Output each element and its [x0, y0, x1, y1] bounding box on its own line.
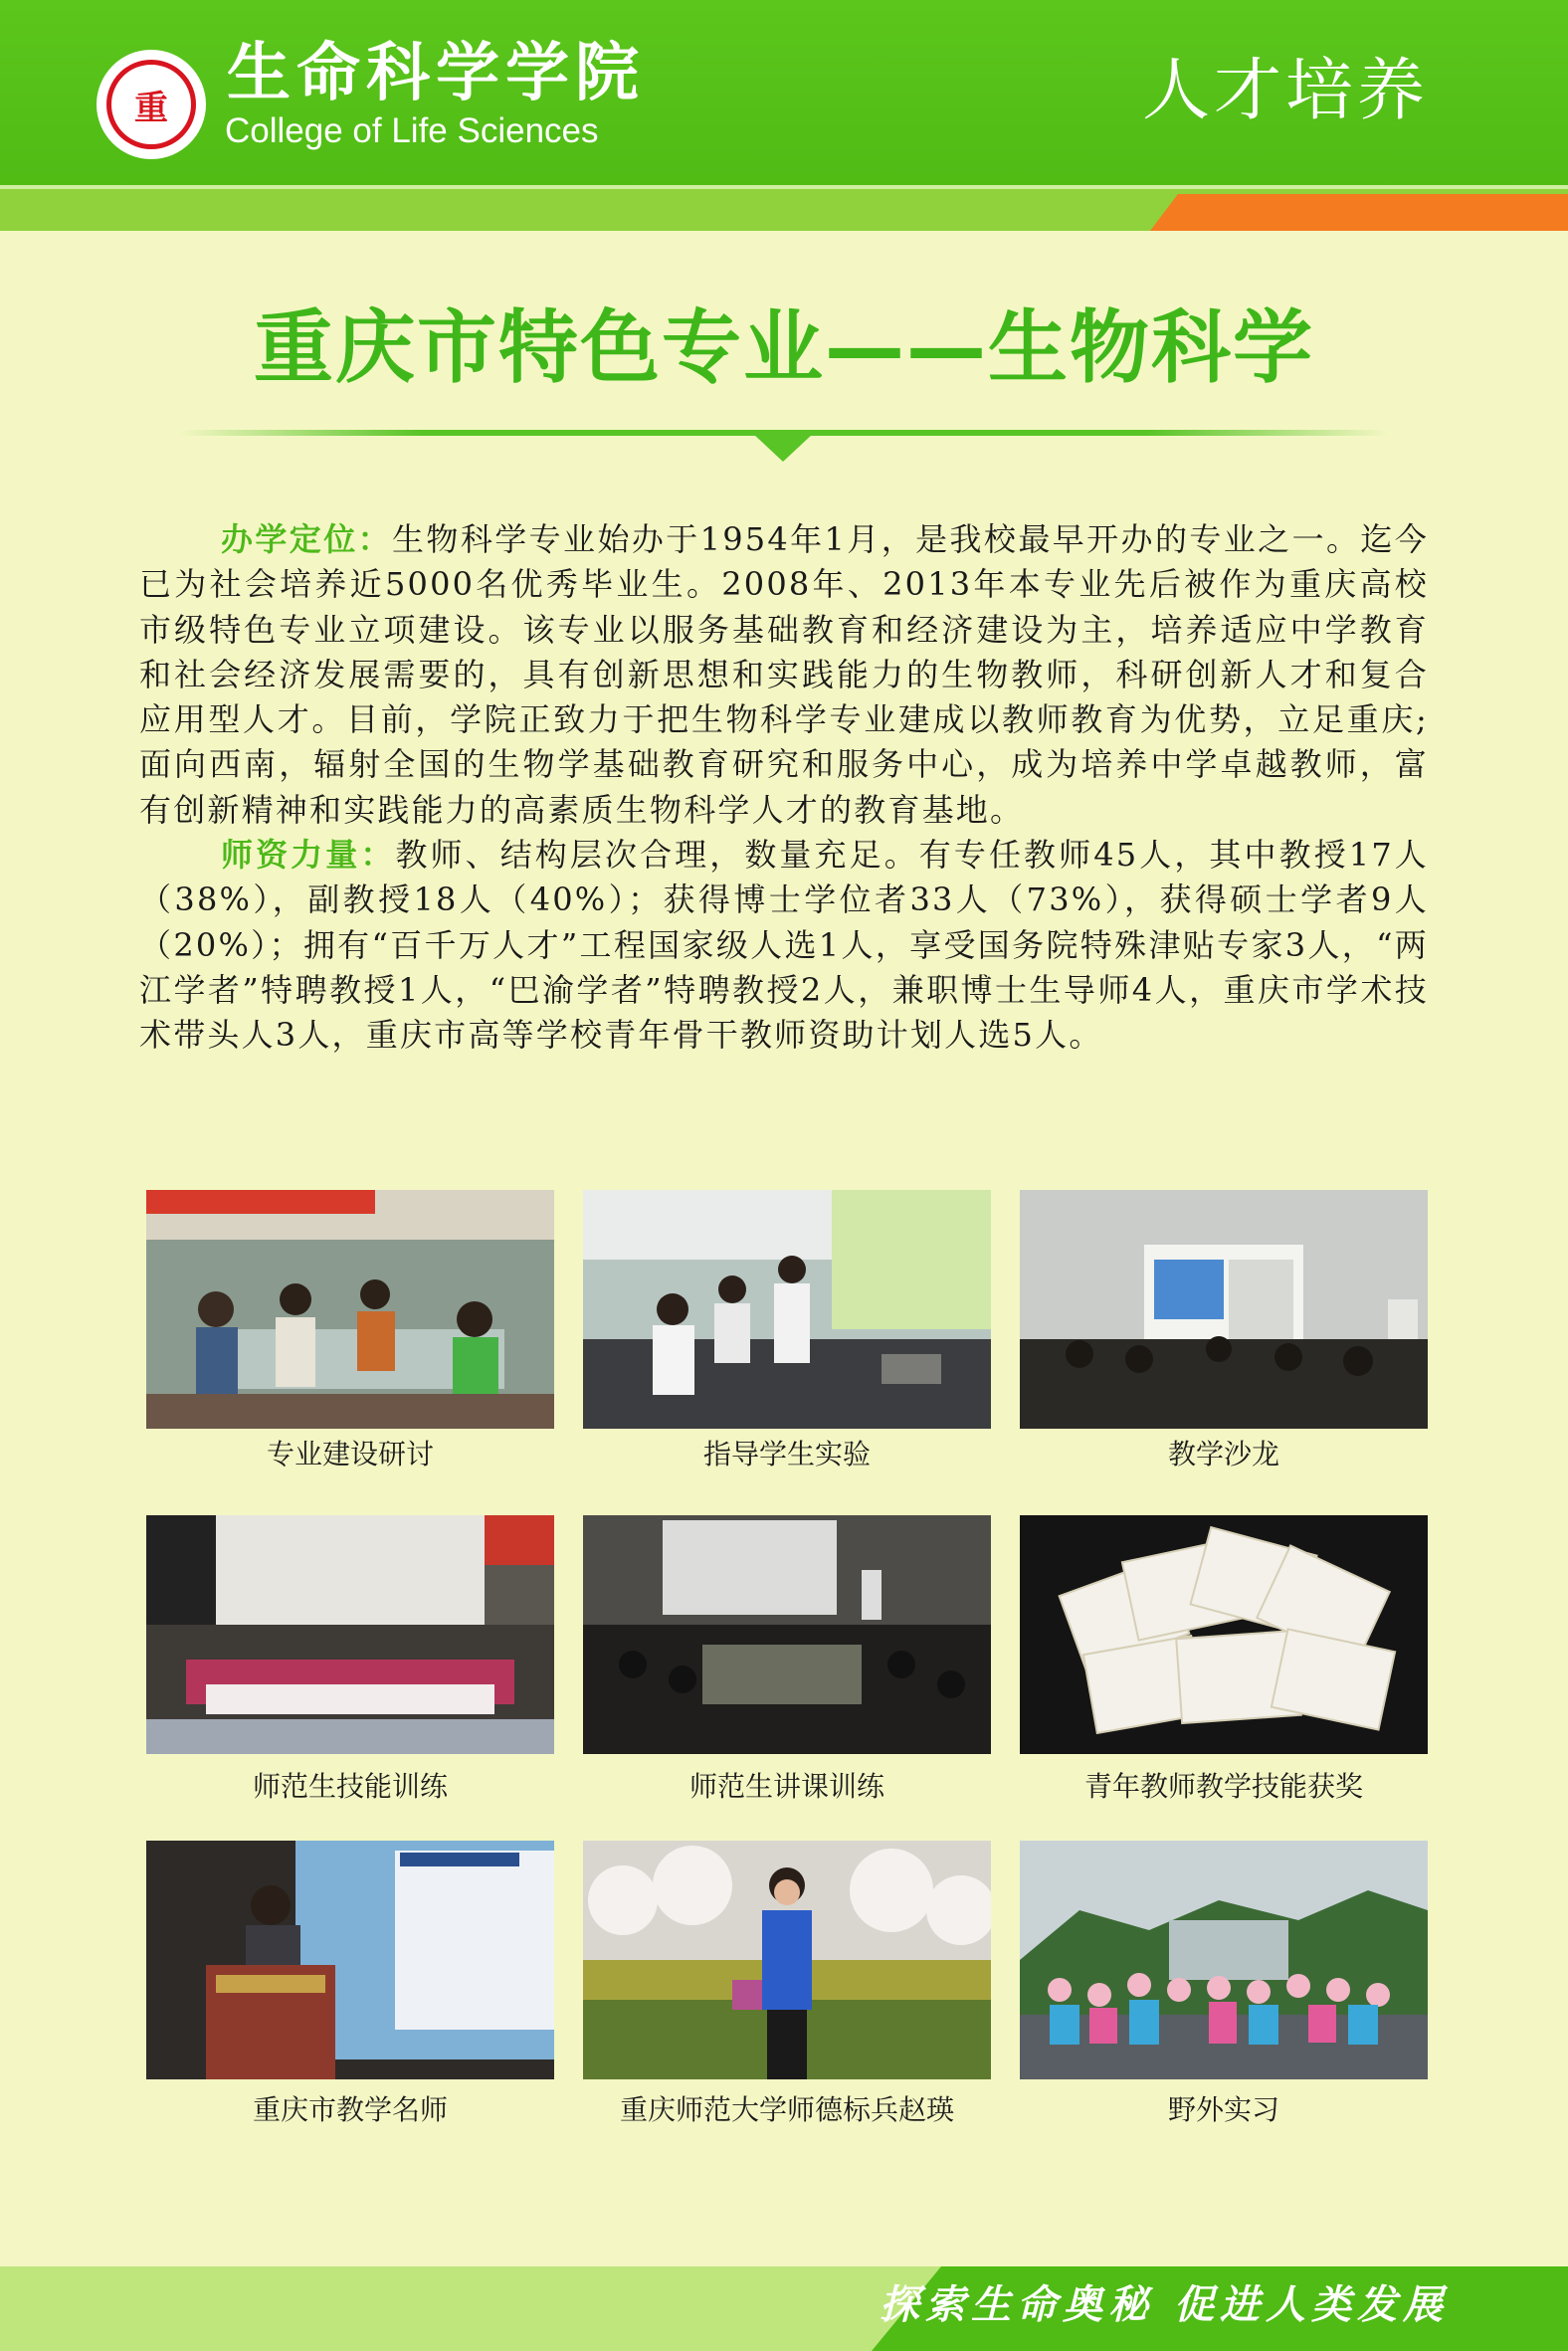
paragraph-label: 师资力量：: [221, 836, 396, 875]
college-name-cn: 生命科学学院: [227, 36, 645, 110]
photo-caption: 重庆市教学名师: [252, 2093, 448, 2126]
section-title: 人才培养: [1141, 52, 1429, 130]
photo-salon: [1020, 1190, 1428, 1429]
photo-caption: 教学沙龙: [1167, 1438, 1279, 1470]
footer-slogan: 探索生命奥秘 促进人类发展: [880, 2281, 1449, 2328]
header-orange-accent: [1150, 194, 1568, 231]
photo-caption: 师范生讲课训练: [688, 1770, 884, 1803]
university-logo: [97, 50, 206, 159]
paragraph-text: 教师、结构层次合理，数量充足。有专任教师45人，其中教授17人（38%），副教授18人（40%）；获得博士学位者33人（73%），获得硕士学者9人（20%）；拥有“百千万人才”工程国家级人选1人，享受国务院特殊津贴专家3人，“两江学者”特聘教授1人，“巴渝学者”特聘教授2人，兼职博士生导师4人，重庆市学术技术带头人3人，重庆市高等学校青年骨干教师资助计划人选5人。: [139, 836, 1429, 1055]
paragraph-label: 办学定位：: [221, 520, 393, 558]
university-seal-icon: 重: [106, 60, 196, 149]
photo-caption: 指导学生实验: [702, 1438, 871, 1470]
photo-caption: 重庆师范大学师德标兵赵瑛: [619, 2093, 954, 2126]
title-arrow-icon: [753, 434, 813, 462]
photo-caption: 专业建设研讨: [266, 1438, 434, 1470]
paragraph-text: 生物科学专业始办于1954年1月，是我校最早开办的专业之一。迄今已为社会培养近5000名优秀毕业生。2008年、2013年本专业先后被作为重庆高校市级特色专业立项建设。该专业以服务基础教育和经济建设为主，培养适应中学教育和社会经济发展需要的，具有创新思想和实践能力的生物教师，科研创新人才和复合应用型人才。目前，学院正致力于把生物科学专业建成以教师教育为优势，立足重庆;面向西南，辐射全国的生物学基础教育研究和服务中心，成为培养中学卓越教师，富有创新精神和实践能力的高素质生物科学人才的教育基地。: [139, 520, 1429, 829]
page-title: 重庆市特色专业——生物科学: [254, 301, 1314, 394]
photo-caption: 师范生技能训练: [252, 1770, 448, 1803]
photo-teaching-master: [146, 1841, 554, 2079]
college-name-en: College of Life Sciences: [225, 111, 599, 150]
photo-skills-training: [146, 1515, 554, 1754]
photo-ethics-model: [583, 1841, 991, 2079]
photo-field-trip: [1020, 1841, 1428, 2079]
photo-caption: 野外实习: [1167, 2093, 1279, 2126]
paragraph-faculty: [139, 833, 1429, 1058]
body-text: [139, 517, 1429, 1059]
photo-lecture-training: [583, 1515, 991, 1754]
photo-awards: [1020, 1515, 1428, 1754]
photo-lab: [583, 1190, 991, 1429]
photo-seminar: [146, 1190, 554, 1429]
photo-caption: 青年教师教学技能获奖: [1083, 1770, 1363, 1803]
paragraph-positioning: [139, 517, 1429, 833]
